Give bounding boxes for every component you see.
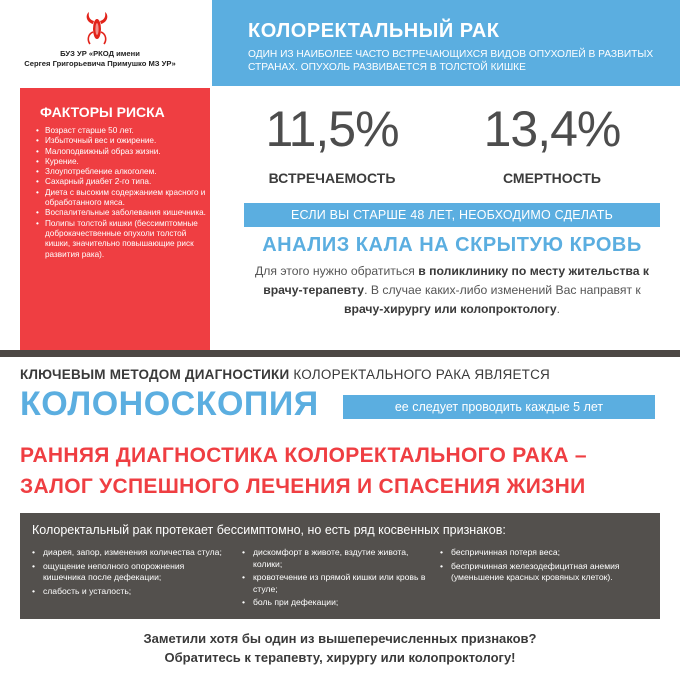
- key-method-bold: КЛЮЧЕВЫМ МЕТОДОМ ДИАГНОСТИКИ: [20, 367, 290, 382]
- symptoms-column-1: [32, 547, 228, 599]
- list-item: • Курение.: [36, 157, 208, 167]
- desc-text: Для этого нужно обратиться: [254, 264, 419, 278]
- footer-call-to-action: [0, 629, 680, 667]
- list-item: • Малоподвижный образ жизни.: [36, 147, 208, 157]
- key-method-rest: КОЛОРЕКТАЛЬНОГО РАКА ЯВЛЯЕТСЯ: [289, 367, 550, 382]
- list-item: • слабость и усталость;: [32, 586, 228, 598]
- organization-name: [0, 49, 200, 69]
- list-item: • дискомфорт в животе, вздутие живота, колики;: [242, 547, 438, 570]
- org-line-1: БУЗ УР «РКОД имени: [60, 49, 140, 58]
- risk-factors-title: ФАКТОРЫ РИСКА: [40, 104, 165, 120]
- mortality-label: СМЕРТНОСТЬ: [502, 170, 601, 186]
- incidence-label: ВСТРЕЧАЕМОСТЬ: [268, 170, 396, 186]
- risk-factors-list: [36, 126, 208, 260]
- desc-bold: врачу-хирургу или колопроктологу: [344, 302, 557, 316]
- early-line-1: РАННЯЯ ДИАГНОСТИКА КОЛОРЕКТАЛЬНОГО РАКА –: [20, 444, 587, 467]
- list-item: • диарея, запор, изменения количества стула;: [32, 547, 228, 559]
- list-item: • беспричинная потеря веса;: [440, 547, 636, 559]
- list-item: • Воспалительные заболевания кишечника.: [36, 208, 208, 218]
- section-divider: [0, 350, 680, 357]
- page-title: КОЛОРЕКТАЛЬНЫЙ РАК: [248, 20, 500, 42]
- test-title: АНАЛИЗ КАЛА НА СКРЫТУЮ КРОВЬ: [262, 234, 642, 256]
- list-item: • Избыточный вес и ожирение.: [36, 136, 208, 146]
- list-item: • Злоупотребление алкоголем.: [36, 167, 208, 177]
- desc-text: . В случае каких-либо изменений Вас направят к: [364, 283, 641, 297]
- frequency-badge: ее следует проводить каждые 5 лет: [343, 395, 655, 419]
- page-subtitle: ОДИН ИЗ НАИБОЛЕЕ ЧАСТО ВСТРЕЧАЮЩИХСЯ ВИДОВ ОПУХОЛЕЙ В РАЗВИТЫХ СТРАНАХ. ОПУХОЛЬ РАЗВИВАЕТСЯ В ТОЛСТОЙ КИШКЕ: [248, 49, 654, 73]
- desc-text: .: [556, 302, 560, 316]
- list-item: • Сахарный диабет 2-го типа.: [36, 177, 208, 187]
- list-item: • боль при дефекации;: [242, 597, 438, 609]
- test-description: [244, 262, 660, 319]
- header-banner: [212, 0, 680, 86]
- list-item: • Полипы толстой кишки (бессимптомные доброкачественные опухоли толстой кишки, значительно повышающие риск развития рака).: [36, 219, 208, 260]
- early-diagnosis-heading: [20, 440, 660, 502]
- org-line-2: Сергея Григорьевича Примушко МЗ УР»: [24, 59, 176, 68]
- footer-line-2: Обратитесь к терапевту, хирургу или колопроктологу!: [164, 650, 516, 665]
- list-item: • беспричинная железодефицитная анемия (уменьшение красных кровяных клеток).: [440, 561, 636, 584]
- early-line-2: ЗАЛОГ УСПЕШНОГО ЛЕЧЕНИЯ И СПАСЕНИЯ ЖИЗНИ: [20, 475, 586, 498]
- risk-factors-panel: [20, 88, 210, 353]
- incidence-value: 11,5%: [265, 101, 399, 157]
- symptoms-column-2: [242, 547, 438, 611]
- list-item: • кровотечение из прямой кишки или кровь в стуле;: [242, 572, 438, 595]
- list-item: • Возраст старше 50 лет.: [36, 126, 208, 136]
- symptoms-panel: [20, 513, 660, 619]
- footer-line-1: Заметили хотя бы один из вышеперечисленных признаков?: [143, 631, 537, 646]
- symptoms-column-3: [440, 547, 636, 586]
- mortality-value: 13,4%: [483, 101, 621, 157]
- scorpion-emblem-icon: [84, 10, 110, 48]
- desc-bold: в поликлинику по месту жительства к врачу-терапевту: [263, 264, 650, 297]
- symptoms-title: Колоректальный рак протекает бессимптомно, но есть ряд косвенных признаков:: [32, 523, 506, 537]
- key-method-line: [20, 367, 660, 382]
- age-banner: ЕСЛИ ВЫ СТАРШЕ 48 ЛЕТ, НЕОБХОДИМО СДЕЛАТЬ: [244, 203, 660, 227]
- method-name: КОЛОНОСКОПИЯ: [20, 385, 319, 423]
- list-item: • ощущение неполного опорожнения кишечника после дефекации;: [32, 561, 228, 584]
- list-item: • Диета с высоким содержанием красного и обработанного мяса.: [36, 188, 208, 209]
